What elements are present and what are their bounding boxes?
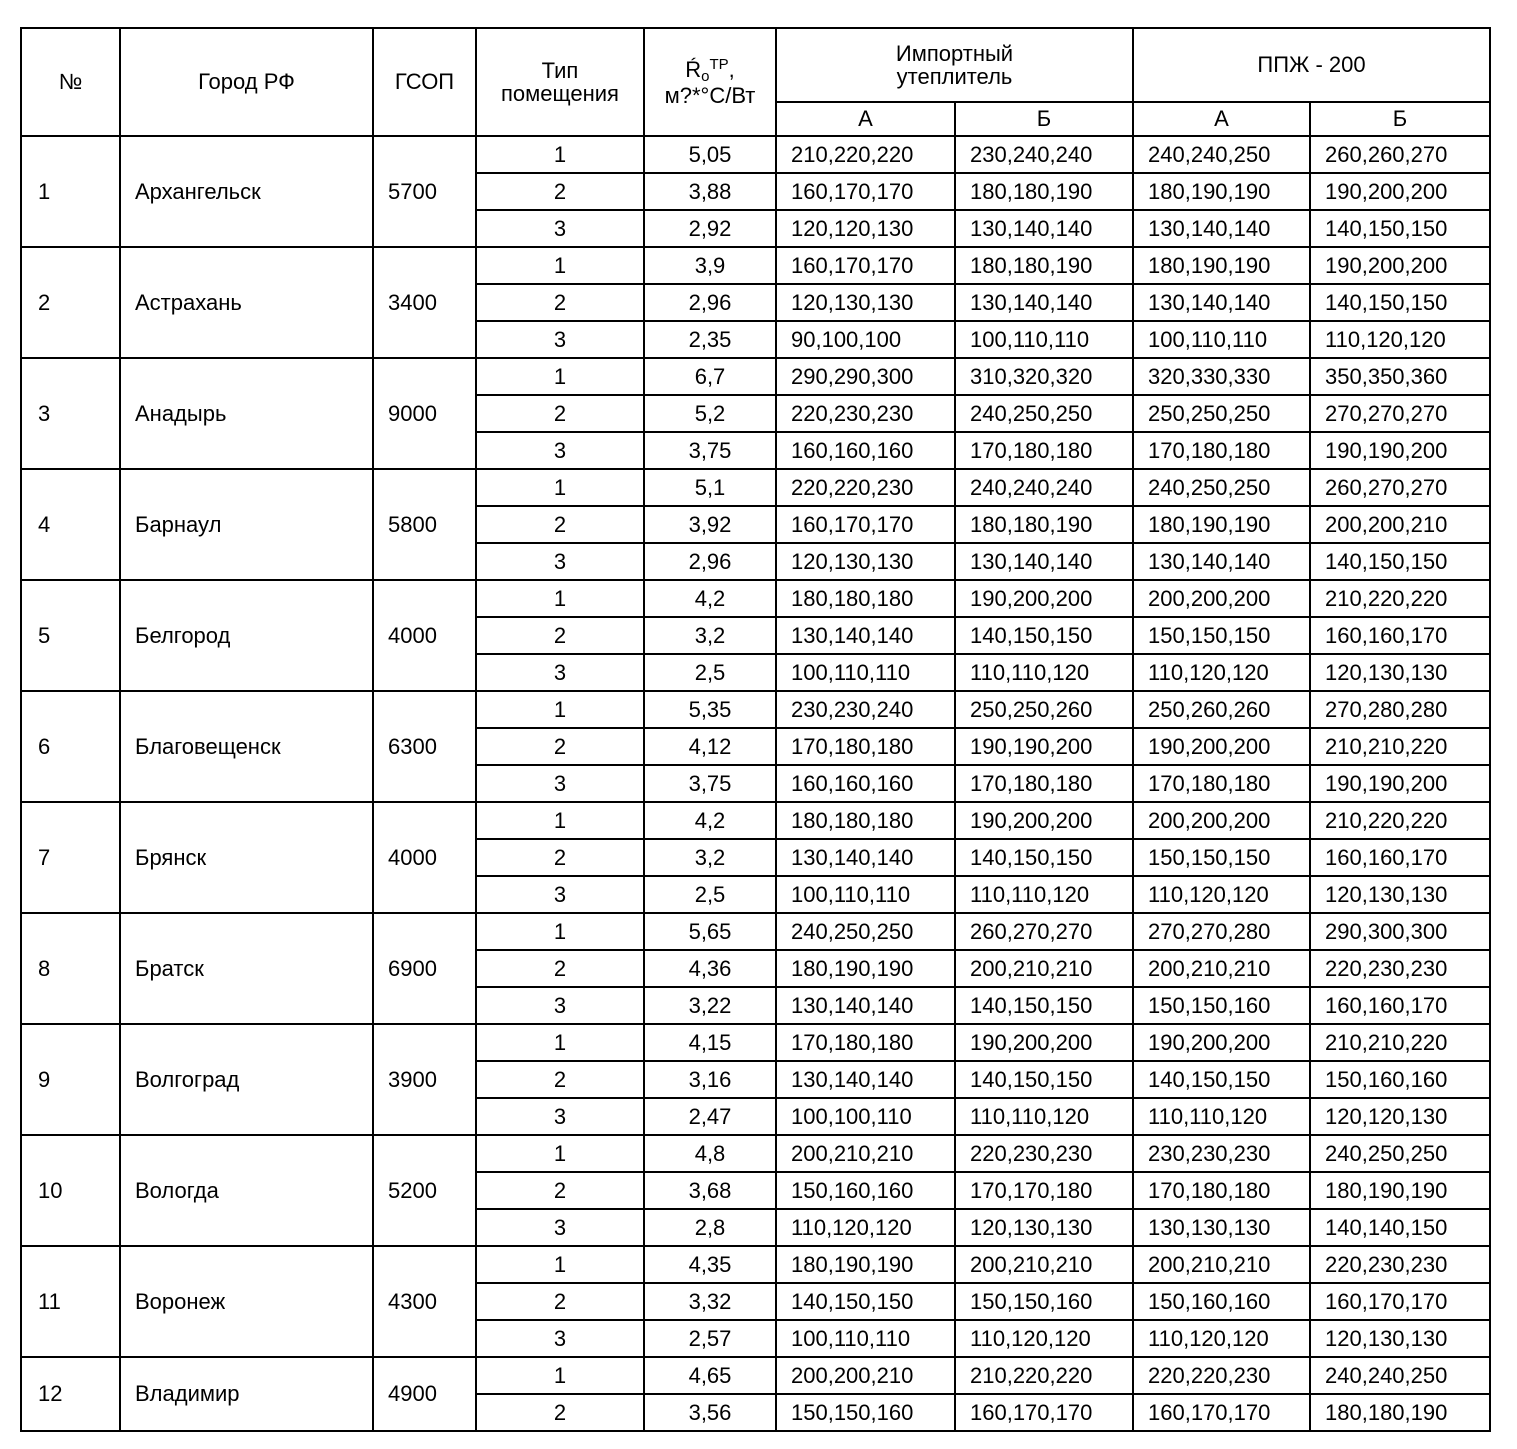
ppzh-b-value: 190,200,200 (1310, 173, 1490, 210)
room-type: 2 (476, 839, 644, 876)
resistance-value: 2,5 (644, 654, 776, 691)
resistance-value: 2,8 (644, 1209, 776, 1246)
import-b-value: 140,150,150 (955, 617, 1133, 654)
import-a-value: 160,160,160 (776, 765, 955, 802)
ppzh-a-value: 130,140,140 (1133, 543, 1310, 580)
import-b-value: 160,170,170 (955, 1394, 1133, 1431)
ppzh-a-value: 160,170,170 (1133, 1394, 1310, 1431)
import-a-value: 120,120,130 (776, 210, 955, 247)
room-type: 1 (476, 247, 644, 284)
import-b-value: 210,220,220 (955, 1357, 1133, 1394)
import-b-value: 110,110,120 (955, 1098, 1133, 1135)
table-row (21, 1246, 1490, 1283)
import-b-value: 190,200,200 (955, 580, 1133, 617)
ppzh-a-value: 150,150,150 (1133, 617, 1310, 654)
import-b-value: 150,150,160 (955, 1283, 1133, 1320)
room-type: 3 (476, 654, 644, 691)
ppzh-b-value: 260,260,270 (1310, 136, 1490, 173)
resistance-value: 3,9 (644, 247, 776, 284)
import-b-value: 180,180,190 (955, 173, 1133, 210)
ppzh-b-value: 240,250,250 (1310, 1135, 1490, 1172)
ppzh-b-value: 220,230,230 (1310, 1246, 1490, 1283)
import-a-value: 290,290,300 (776, 358, 955, 395)
import-b-value: 110,110,120 (955, 654, 1133, 691)
ppzh-a-value: 110,110,120 (1133, 1098, 1310, 1135)
resistance-value: 2,92 (644, 210, 776, 247)
city-name: Брянск (120, 802, 373, 913)
import-b-value: 130,140,140 (955, 543, 1133, 580)
gsop-value: 5800 (373, 469, 476, 580)
room-type: 2 (476, 1172, 644, 1209)
ppzh-a-value: 180,190,190 (1133, 247, 1310, 284)
ppzh-a-value: 230,230,230 (1133, 1135, 1310, 1172)
header-gsop: ГСОП (373, 28, 476, 136)
resistance-value: 3,68 (644, 1172, 776, 1209)
ppzh-a-value: 180,190,190 (1133, 506, 1310, 543)
gsop-value: 6900 (373, 913, 476, 1024)
row-number: 4 (21, 469, 120, 580)
import-a-value: 110,120,120 (776, 1209, 955, 1246)
resistance-value: 3,2 (644, 617, 776, 654)
room-type: 3 (476, 432, 644, 469)
import-a-value: 180,190,190 (776, 950, 955, 987)
gsop-value: 4000 (373, 802, 476, 913)
city-name: Белгород (120, 580, 373, 691)
resistance-value: 4,2 (644, 802, 776, 839)
city-name: Волгоград (120, 1024, 373, 1135)
subheader-import-a: А (776, 102, 955, 136)
import-a-value: 130,140,140 (776, 839, 955, 876)
import-a-value: 150,160,160 (776, 1172, 955, 1209)
ppzh-b-value: 190,200,200 (1310, 247, 1490, 284)
ppzh-b-value: 260,270,270 (1310, 469, 1490, 506)
gsop-value: 4000 (373, 580, 476, 691)
import-b-value: 110,110,120 (955, 876, 1133, 913)
gsop-value: 4900 (373, 1357, 476, 1431)
city-name: Воронеж (120, 1246, 373, 1357)
table-row (21, 802, 1490, 839)
ppzh-b-value: 160,170,170 (1310, 1283, 1490, 1320)
gsop-value: 5200 (373, 1135, 476, 1246)
resistance-value: 2,57 (644, 1320, 776, 1357)
import-a-value: 150,150,160 (776, 1394, 955, 1431)
row-number: 8 (21, 913, 120, 1024)
resistance-value: 2,96 (644, 284, 776, 321)
header-no: № (21, 28, 120, 136)
ppzh-a-value: 110,120,120 (1133, 876, 1310, 913)
import-b-value: 180,180,190 (955, 247, 1133, 284)
ppzh-a-value: 150,160,160 (1133, 1283, 1310, 1320)
import-b-value: 220,230,230 (955, 1135, 1133, 1172)
ppzh-b-value: 140,150,150 (1310, 543, 1490, 580)
import-b-value: 240,250,250 (955, 395, 1133, 432)
import-b-value: 310,320,320 (955, 358, 1133, 395)
ppzh-b-value: 140,150,150 (1310, 210, 1490, 247)
resistance-value: 4,35 (644, 1246, 776, 1283)
resistance-value: 5,2 (644, 395, 776, 432)
import-a-value: 100,110,110 (776, 876, 955, 913)
import-a-value: 120,130,130 (776, 284, 955, 321)
import-a-value: 220,230,230 (776, 395, 955, 432)
row-number: 6 (21, 691, 120, 802)
resistance-value: 3,92 (644, 506, 776, 543)
row-number: 7 (21, 802, 120, 913)
table-row (21, 691, 1490, 728)
import-b-value: 260,270,270 (955, 913, 1133, 950)
row-number: 2 (21, 247, 120, 358)
ppzh-a-value: 200,200,200 (1133, 802, 1310, 839)
import-b-value: 230,240,240 (955, 136, 1133, 173)
resistance-value: 5,65 (644, 913, 776, 950)
table-row (21, 913, 1490, 950)
import-b-value: 140,150,150 (955, 839, 1133, 876)
gsop-value: 3900 (373, 1024, 476, 1135)
row-number: 9 (21, 1024, 120, 1135)
import-a-value: 200,200,210 (776, 1357, 955, 1394)
city-name: Благовещенск (120, 691, 373, 802)
header-import (776, 28, 1133, 102)
header-row (21, 28, 1490, 102)
resistance-value: 5,05 (644, 136, 776, 173)
room-type: 2 (476, 1394, 644, 1431)
ppzh-b-value: 140,150,150 (1310, 284, 1490, 321)
resistance-value: 6,7 (644, 358, 776, 395)
import-b-value: 170,180,180 (955, 765, 1133, 802)
room-type: 1 (476, 358, 644, 395)
ppzh-a-value: 140,150,150 (1133, 1061, 1310, 1098)
room-type: 3 (476, 321, 644, 358)
import-a-value: 160,170,170 (776, 506, 955, 543)
resistance-value: 4,8 (644, 1135, 776, 1172)
room-type: 1 (476, 802, 644, 839)
header-resistance (644, 28, 776, 136)
import-a-value: 240,250,250 (776, 913, 955, 950)
ppzh-b-value: 210,210,220 (1310, 728, 1490, 765)
room-type: 3 (476, 987, 644, 1024)
room-type: 1 (476, 1246, 644, 1283)
import-a-value: 180,190,190 (776, 1246, 955, 1283)
table-row (21, 358, 1490, 395)
ppzh-b-value: 120,130,130 (1310, 654, 1490, 691)
room-type: 1 (476, 580, 644, 617)
ppzh-b-value: 270,270,270 (1310, 395, 1490, 432)
import-a-value: 170,180,180 (776, 728, 955, 765)
table-row (21, 1357, 1490, 1394)
room-type: 3 (476, 210, 644, 247)
resistance-value: 3,75 (644, 765, 776, 802)
gsop-value: 3400 (373, 247, 476, 358)
import-a-value: 130,140,140 (776, 987, 955, 1024)
table-row (21, 580, 1490, 617)
ppzh-b-value: 110,120,120 (1310, 321, 1490, 358)
import-b-value: 120,130,130 (955, 1209, 1133, 1246)
resistance-value: 3,2 (644, 839, 776, 876)
ppzh-a-value: 200,210,210 (1133, 1246, 1310, 1283)
room-type: 1 (476, 1024, 644, 1061)
room-type: 3 (476, 1098, 644, 1135)
gsop-value: 6300 (373, 691, 476, 802)
resistance-value: 3,16 (644, 1061, 776, 1098)
subheader-import-b: Б (955, 102, 1133, 136)
room-type: 2 (476, 173, 644, 210)
ppzh-b-value: 220,230,230 (1310, 950, 1490, 987)
ppzh-a-value: 110,120,120 (1133, 654, 1310, 691)
room-type: 2 (476, 728, 644, 765)
import-a-value: 90,100,100 (776, 321, 955, 358)
resistance-value: 2,5 (644, 876, 776, 913)
row-number: 10 (21, 1135, 120, 1246)
header-room-type-line2: помещения (501, 81, 619, 106)
room-type: 1 (476, 469, 644, 506)
resistance-value: 4,65 (644, 1357, 776, 1394)
ppzh-b-value: 350,350,360 (1310, 358, 1490, 395)
import-b-value: 140,150,150 (955, 987, 1133, 1024)
ppzh-b-value: 290,300,300 (1310, 913, 1490, 950)
import-b-value: 110,120,120 (955, 1320, 1133, 1357)
import-a-value: 230,230,240 (776, 691, 955, 728)
ppzh-a-value: 220,220,230 (1133, 1357, 1310, 1394)
ppzh-a-value: 270,270,280 (1133, 913, 1310, 950)
resistance-value: 3,88 (644, 173, 776, 210)
ppzh-b-value: 190,190,200 (1310, 432, 1490, 469)
import-a-value: 100,110,110 (776, 654, 955, 691)
resistance-value: 3,56 (644, 1394, 776, 1431)
ppzh-b-value: 240,240,250 (1310, 1357, 1490, 1394)
gsop-value: 9000 (373, 358, 476, 469)
import-a-value: 120,130,130 (776, 543, 955, 580)
room-type: 3 (476, 876, 644, 913)
resistance-value: 4,36 (644, 950, 776, 987)
ppzh-b-value: 120,120,130 (1310, 1098, 1490, 1135)
ppzh-b-value: 180,180,190 (1310, 1394, 1490, 1431)
ppzh-b-value: 210,210,220 (1310, 1024, 1490, 1061)
insulation-thickness-table (20, 27, 1491, 1432)
resistance-value: 3,32 (644, 1283, 776, 1320)
room-type: 2 (476, 395, 644, 432)
import-a-value: 100,110,110 (776, 1320, 955, 1357)
room-type: 1 (476, 1357, 644, 1394)
room-type: 1 (476, 913, 644, 950)
import-b-value: 140,150,150 (955, 1061, 1133, 1098)
ppzh-a-value: 250,260,260 (1133, 691, 1310, 728)
ppzh-b-value: 210,220,220 (1310, 802, 1490, 839)
import-a-value: 170,180,180 (776, 1024, 955, 1061)
import-b-value: 130,140,140 (955, 210, 1133, 247)
ppzh-b-value: 120,130,130 (1310, 1320, 1490, 1357)
subheader-ppzh-a: А (1133, 102, 1310, 136)
room-type: 2 (476, 950, 644, 987)
resistance-value: 4,12 (644, 728, 776, 765)
header-city: Город РФ (120, 28, 373, 136)
ppzh-b-value: 120,130,130 (1310, 876, 1490, 913)
ppzh-b-value: 150,160,160 (1310, 1061, 1490, 1098)
resistance-value: 4,15 (644, 1024, 776, 1061)
table-row (21, 1024, 1490, 1061)
row-number: 5 (21, 580, 120, 691)
resistance-value: 2,35 (644, 321, 776, 358)
ppzh-a-value: 200,200,200 (1133, 580, 1310, 617)
resistance-value: 2,47 (644, 1098, 776, 1135)
ppzh-a-value: 170,180,180 (1133, 432, 1310, 469)
header-import-line1: Импортный (895, 40, 1014, 66)
header-import-line2: утеплитель (896, 64, 1013, 89)
room-type: 2 (476, 1061, 644, 1098)
room-type: 1 (476, 691, 644, 728)
ppzh-b-value: 270,280,280 (1310, 691, 1490, 728)
room-type: 3 (476, 1209, 644, 1246)
city-name: Анадырь (120, 358, 373, 469)
ppzh-b-value: 180,190,190 (1310, 1172, 1490, 1209)
import-b-value: 170,180,180 (955, 432, 1133, 469)
import-a-value: 220,220,230 (776, 469, 955, 506)
row-number: 11 (21, 1246, 120, 1357)
import-a-value: 160,160,160 (776, 432, 955, 469)
import-a-value: 160,170,170 (776, 247, 955, 284)
ppzh-a-value: 170,180,180 (1133, 765, 1310, 802)
resistance-value: 5,35 (644, 691, 776, 728)
ppzh-a-value: 320,330,330 (1133, 358, 1310, 395)
resistance-value: 2,96 (644, 543, 776, 580)
ppzh-a-value: 200,210,210 (1133, 950, 1310, 987)
resistance-value: 4,2 (644, 580, 776, 617)
ppzh-b-value: 160,160,170 (1310, 987, 1490, 1024)
room-type: 3 (476, 1320, 644, 1357)
city-name: Барнаул (120, 469, 373, 580)
header-room-type-line1: Тип (541, 57, 579, 83)
city-name: Астрахань (120, 247, 373, 358)
import-b-value: 190,200,200 (955, 802, 1133, 839)
room-type: 3 (476, 765, 644, 802)
room-type: 2 (476, 284, 644, 321)
ppzh-a-value: 110,120,120 (1133, 1320, 1310, 1357)
import-b-value: 190,200,200 (955, 1024, 1133, 1061)
header-r-symbol: Ŕ (685, 56, 702, 82)
header-r-sup: ТР (709, 55, 729, 73)
ppzh-a-value: 150,150,150 (1133, 839, 1310, 876)
ppzh-a-value: 130,140,140 (1133, 210, 1310, 247)
resistance-value: 3,22 (644, 987, 776, 1024)
ppzh-b-value: 200,200,210 (1310, 506, 1490, 543)
room-type: 1 (476, 1135, 644, 1172)
subheader-ppzh-b: Б (1310, 102, 1490, 136)
import-a-value: 210,220,220 (776, 136, 955, 173)
table-row (21, 247, 1490, 284)
header-ppzh: ППЖ - 200 (1133, 28, 1490, 102)
import-a-value: 130,140,140 (776, 1061, 955, 1098)
import-b-value: 240,240,240 (955, 469, 1133, 506)
ppzh-a-value: 240,250,250 (1133, 469, 1310, 506)
import-a-value: 160,170,170 (776, 173, 955, 210)
import-a-value: 100,100,110 (776, 1098, 955, 1135)
room-type: 2 (476, 617, 644, 654)
gsop-value: 5700 (373, 136, 476, 247)
import-a-value: 130,140,140 (776, 617, 955, 654)
import-b-value: 130,140,140 (955, 284, 1133, 321)
ppzh-b-value: 160,160,170 (1310, 839, 1490, 876)
row-number: 12 (21, 1357, 120, 1431)
ppzh-a-value: 130,140,140 (1133, 284, 1310, 321)
room-type: 2 (476, 506, 644, 543)
import-b-value: 200,210,210 (955, 1246, 1133, 1283)
ppzh-b-value: 190,190,200 (1310, 765, 1490, 802)
import-a-value: 180,180,180 (776, 802, 955, 839)
row-number: 3 (21, 358, 120, 469)
import-a-value: 180,180,180 (776, 580, 955, 617)
ppzh-a-value: 250,250,250 (1133, 395, 1310, 432)
import-b-value: 200,210,210 (955, 950, 1133, 987)
ppzh-b-value: 140,140,150 (1310, 1209, 1490, 1246)
header-r-units: м?*°С/Вт (664, 83, 756, 109)
import-a-value: 140,150,150 (776, 1283, 955, 1320)
import-b-value: 180,180,190 (955, 506, 1133, 543)
resistance-value: 3,75 (644, 432, 776, 469)
resistance-value: 5,1 (644, 469, 776, 506)
row-number: 1 (21, 136, 120, 247)
ppzh-a-value: 180,190,190 (1133, 173, 1310, 210)
import-b-value: 190,190,200 (955, 728, 1133, 765)
ppzh-b-value: 160,160,170 (1310, 617, 1490, 654)
city-name: Владимир (120, 1357, 373, 1431)
room-type: 1 (476, 136, 644, 173)
table-row (21, 1135, 1490, 1172)
city-name: Братск (120, 913, 373, 1024)
import-b-value: 100,110,110 (955, 321, 1133, 358)
import-b-value: 250,250,260 (955, 691, 1133, 728)
ppzh-a-value: 240,240,250 (1133, 136, 1310, 173)
ppzh-b-value: 210,220,220 (1310, 580, 1490, 617)
table-row (21, 469, 1490, 506)
ppzh-a-value: 100,110,110 (1133, 321, 1310, 358)
city-name: Архангельск (120, 136, 373, 247)
ppzh-a-value: 190,200,200 (1133, 728, 1310, 765)
ppzh-a-value: 130,130,130 (1133, 1209, 1310, 1246)
gsop-value: 4300 (373, 1246, 476, 1357)
city-name: Вологда (120, 1135, 373, 1246)
room-type: 3 (476, 543, 644, 580)
ppzh-a-value: 170,180,180 (1133, 1172, 1310, 1209)
import-b-value: 170,170,180 (955, 1172, 1133, 1209)
ppzh-a-value: 150,150,160 (1133, 987, 1310, 1024)
ppzh-a-value: 190,200,200 (1133, 1024, 1310, 1061)
header-room-type (476, 28, 644, 136)
header-r-sub: о (701, 67, 710, 85)
import-a-value: 200,210,210 (776, 1135, 955, 1172)
room-type: 2 (476, 1283, 644, 1320)
header-r-comma: , (728, 56, 735, 82)
table-row (21, 136, 1490, 173)
